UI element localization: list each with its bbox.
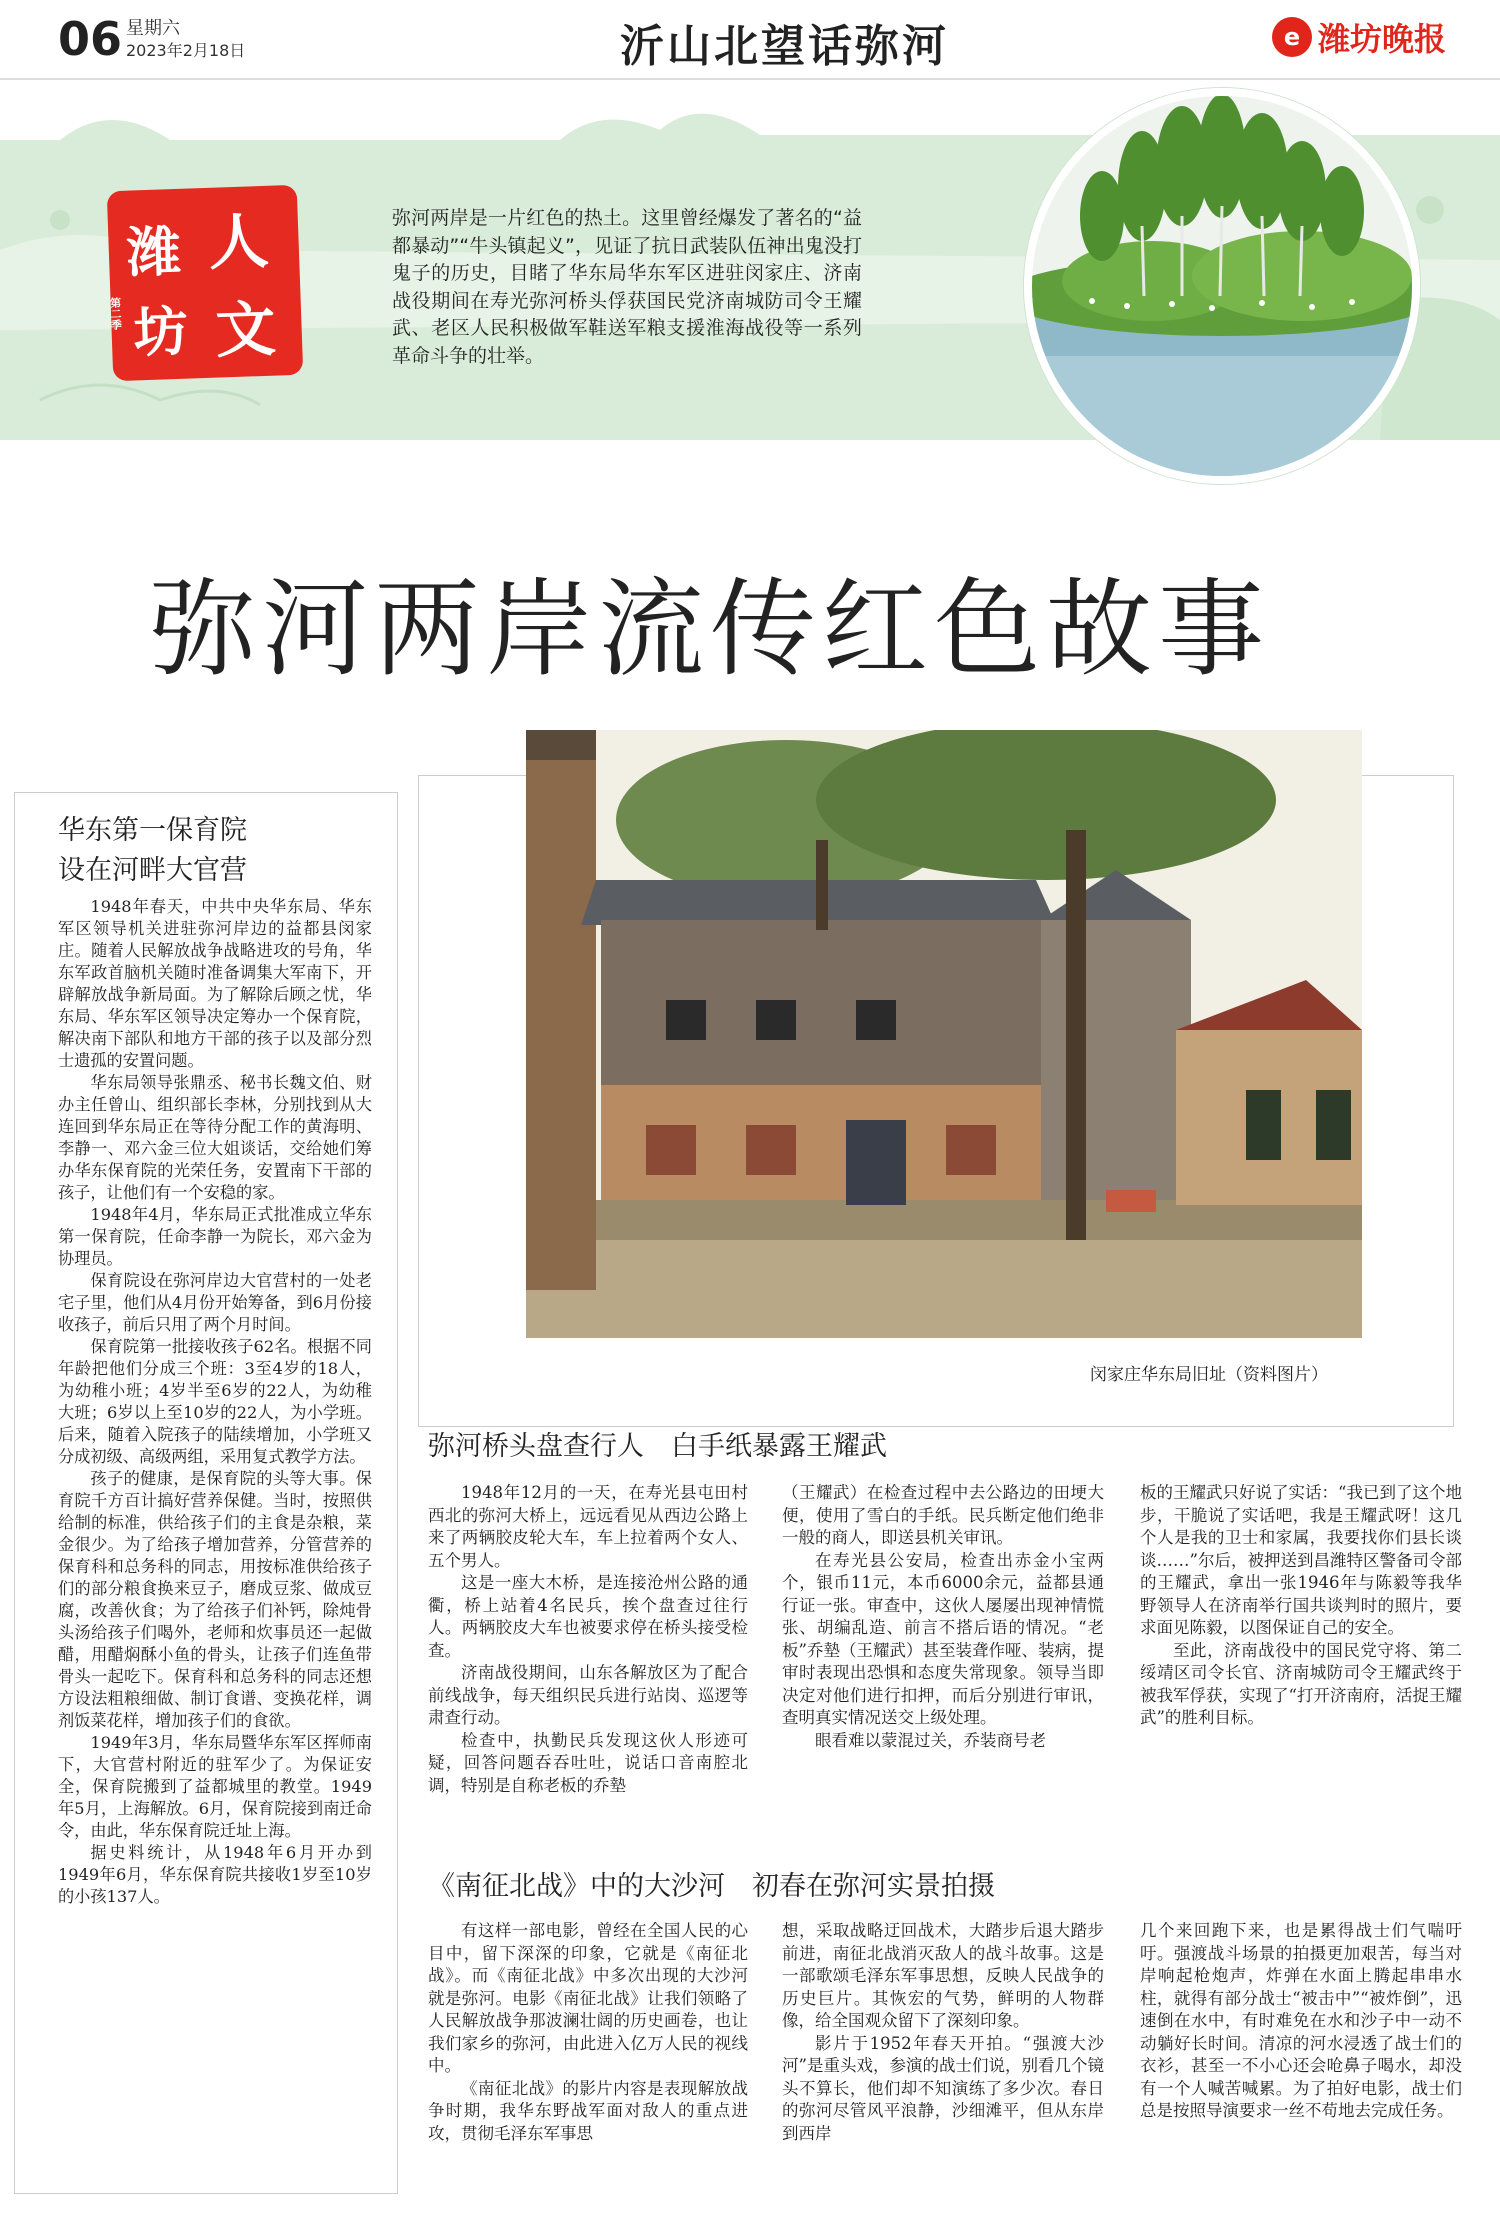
article2-paragraph: 板的王耀武只好说了实话：“我已到了这个地步，干脆说了实话吧，我是王耀武呀！这几个人是我的卫士和家属，我要找你们县长谈谈……”尔后，被押送到昌潍特区警备司令部的王耀武，拿出一张1946年与陈毅等我华野领导人在济南举行国共谈判时的照片，要求面见陈毅，以图保证自己的安全。 bbox=[1140, 1483, 1462, 1637]
article1-title-line1: 华东第一保育院 bbox=[58, 815, 247, 846]
article1-paragraph: 1948年春天，中共中央华东局、华东军区领导机关进驻弥河岸边的益都县闵家庄。随着人民解放战争战略进攻的号角，华东军政首脑机关随时准备调集大军南下，开辟解放战争新局面。为了解除后顾之忧，华东局、华东军区领导决定筹办一个保育院，解决南下部队和地方干部的孩子以及部分烈士遗孤的安置问题。 bbox=[58, 897, 372, 1070]
article3-paragraph: 几个来回跑下来，也是累得战士们气喘吁吁。强渡战斗场景的拍摄更加艰苦，每当对岸响起枪炮声，炸弹在水面上腾起串串水柱，就得有部分战士“被击中”“被炸倒”，迅速倒在水中，有时难免在水和沙子中一动不动躺好长时间。清凉的河水浸透了战士们的衣衫，甚至一不小心还会呛鼻子喝水，却没有一个人喊苦喊累。为了拍好电影，战士们总是按照导演要求一丝不苟地去完成任务。 bbox=[1140, 1921, 1462, 2120]
article2-title: 弥河桥头盘查行人 白手纸暴露王耀武 bbox=[428, 1431, 887, 1462]
intro-text: 弥河两岸是一片红色的热土。这里曾经爆发了著名的“益都暴动”“牛头镇起义”，见证了抗日武装队伍神出鬼没打鬼子的历史，目睹了华东局华东军区进驻闵家庄、济南战役期间在寿光弥河桥头俘获国民党济南城防司令王耀武、老区人民积极做军鞋送军粮支援淮海战役等一系列革命斗争的壮举。 bbox=[392, 207, 862, 367]
article3-paragraph: 有这样一部电影，曾经在全国人民的心目中，留下深深的印象，它就是《南征北战》。而《南征北战》中多次出现的大沙河就是弥河。电影《南征北战》让我们领略了人民解放战争那波澜壮阔的历史画卷，也让我们家乡的弥河，由此进入亿万人民的视线中。 bbox=[428, 1921, 748, 2075]
page-number: 06 bbox=[58, 12, 123, 66]
newspaper-brand bbox=[1272, 14, 1446, 60]
seal-season: 第二季 bbox=[108, 296, 123, 331]
article3-paragraph: 影片于1952年春天开拍。“强渡大沙河”是重头戏，参演的战士们说，别看几个镜头不算长，他们却不知演练了多少次。春日的弥河尽管风平浪静，沙细滩平，但从东岸到西岸 bbox=[782, 2033, 1104, 2143]
main-headline: 弥河两岸流传红色故事 bbox=[150, 568, 1270, 691]
article1-paragraph: 华东局领导张鼎丞、秘书长魏文伯、财办主任曾山、组织部长李林，分别找到从大连回到华东局正在等待分配工作的黄海明、李静一、邓六金三位大姐谈话，交给她们筹办华东保育院的光荣任务，安置南下干部的孩子，让他们有一个安稳的家。 bbox=[58, 1073, 372, 1202]
article2-paragraph: 至此，济南战役中的国民党守将、第二绥靖区司令长官、济南城防司令王耀武终于被我军俘获，实现了“打开济南府，活捉王耀武”的胜利目标。 bbox=[1140, 1640, 1462, 1727]
seal-char-1: 潍 bbox=[125, 219, 182, 285]
article2-column-2 bbox=[782, 1482, 1104, 1752]
article2-paragraph: 在寿光县公安局，检查出赤金小宝两个，银币11元，本币6000余元，益都县通行证一张。审查中，这伙人屡屡出现神情慌张、胡编乱造、前言不搭后语的情况。“老板”乔墊（王耀武）甚至装聋作哑、装病，提审时表现出恐惧和态度失常现象。领导当即决定对他们进行扣押，而后分别进行审讯，查明真实情况送交上级处理。 bbox=[782, 1550, 1104, 1727]
article2-paragraph: 眼看难以蒙混过关，乔装商号老 bbox=[815, 1730, 1046, 1750]
article2-paragraph: 1948年12月的一天，在寿光县屯田村西北的弥河大桥上，远远看见从西边公路上来了两辆胶皮轮大车，车上拉着两个女人、五个男人。 bbox=[428, 1483, 748, 1570]
article1-title-line2: 设在河畔大官营 bbox=[58, 855, 247, 886]
weekday: 星期六 bbox=[126, 18, 180, 39]
article2-column-1 bbox=[428, 1482, 748, 1797]
article1-paragraph: 1948年4月，华东局正式批准成立华东第一保育院，任命李静一为院长，邓六金为协理员。 bbox=[58, 1205, 372, 1268]
seal-char-4: 文 bbox=[214, 294, 277, 367]
article1-paragraph: 孩子的健康，是保育院的头等大事。保育院千方百计搞好营养保健。当时，按照供给制的标准，供给孩子们的主食是杂粮，菜金很少。为了给孩子增加营养，分管营养的保育科和总务科的同志，用按标准供给孩子们的部分粮食换来豆子，磨成豆浆、做成豆腐，改善伙食；为了给孩子们补钙，除炖骨头汤给孩子们喝外，老师和炊事员还一起做醋，用醋焖酥小鱼的骨头，让孩子们连鱼带骨头一起吃下。保育科和总务科的同志还想方设法粗粮细做、制订食谱、变换花样，调剂饭菜花样，增加孩子们的食欲。 bbox=[58, 1469, 372, 1730]
article2-paragraph: 济南战役期间，山东各解放区为了配合前线战争，每天组织民兵进行站岗、巡逻等肃查行动。 bbox=[428, 1663, 748, 1727]
seal-char-2: 人 bbox=[207, 206, 270, 279]
brand-logo-icon: e bbox=[1272, 17, 1312, 57]
article3-column-3 bbox=[1140, 1920, 1462, 2123]
article3-title: 《南征北战》中的大沙河 初春在弥河实景拍摄 bbox=[428, 1871, 995, 1902]
river-photo bbox=[1024, 88, 1420, 484]
article1-paragraph: 保育院设在弥河岸边大官营村的一处老宅子里，他们从4月份开始筹备，到6月份接收孩子，前后只用了两个月时间。 bbox=[58, 1271, 372, 1334]
article1-paragraph: 1949年3月，华东局暨华东军区挥师南下，大官营村附近的驻军少了。为保证安全，保育院搬到了益都城里的教堂。1949年5月，上海解放。6月，保育院接到南迁命令，由此，华东保育院迁址上海。 bbox=[58, 1733, 372, 1840]
photo-caption: 闵家庄华东局旧址（资料图片） bbox=[1090, 1365, 1328, 1385]
section-title: 沂山北望话弥河 bbox=[620, 21, 949, 72]
article3-column-1 bbox=[428, 1920, 748, 2145]
article2-paragraph: （王耀武）在检查过程中去公路边的田埂大便，使用了雪白的手纸。民兵断定他们绝非一般的商人，即送县机关审讯。 bbox=[782, 1483, 1104, 1547]
article2-paragraph: 这是一座大木桥，是连接沧州公路的通衢，桥上站着4名民兵，挨个盘查过往行人。两辆胶皮大车也被要求停在桥头接受检查。 bbox=[428, 1573, 748, 1660]
issue-date: 2023年2月18日 bbox=[126, 41, 246, 60]
column-seal bbox=[107, 185, 304, 382]
article1-body bbox=[58, 896, 372, 1908]
article1-paragraph: 保育院第一批接收孩子62名。根据不同年龄把他们分成三个班：3至4岁的18人，为幼稚小班；4岁半至6岁的22人，为幼稚大班；6岁以上至10岁的22人，为小学班。后来，随着入院孩子的陆续增加，小学班又分成初级、高级两组，采用复式教学方法。 bbox=[58, 1337, 372, 1466]
river-trees-image bbox=[1032, 96, 1412, 476]
seal-char-3: 坊 bbox=[132, 299, 189, 365]
article2-paragraph: 检查中，执勤民兵发现这伙人形迹可疑，回答问题吞吞吐吐，说话口音南腔北调，特别是自称老板的乔墊 bbox=[428, 1730, 748, 1795]
brand-name: 潍坊晚报 bbox=[1318, 20, 1447, 58]
old-building-image bbox=[526, 730, 1362, 1338]
article3-column-2 bbox=[782, 1920, 1104, 2145]
article1-paragraph: 据史料统计，从1948年6月开办到1949年6月，华东保育院共接收1岁至10岁的小孩137人。 bbox=[58, 1843, 372, 1906]
header-divider bbox=[0, 78, 1500, 80]
article3-paragraph: 《南征北战》的影片内容是表现解放战争时期，我华东野战军面对敌人的重点进攻，贯彻毛泽东军事思 bbox=[428, 2078, 748, 2143]
main-photo bbox=[526, 730, 1362, 1338]
article3-paragraph: 想，采取战略迂回战术，大踏步后退大踏步前进，南征北战消灭敌人的战斗故事。这是一部歌颂毛泽东军事思想，反映人民战争的历史巨片。其恢宏的气势，鲜明的人物群像，给全国观众留下了深刻印象。 bbox=[782, 1921, 1104, 2030]
article2-column-3 bbox=[1140, 1482, 1462, 1730]
